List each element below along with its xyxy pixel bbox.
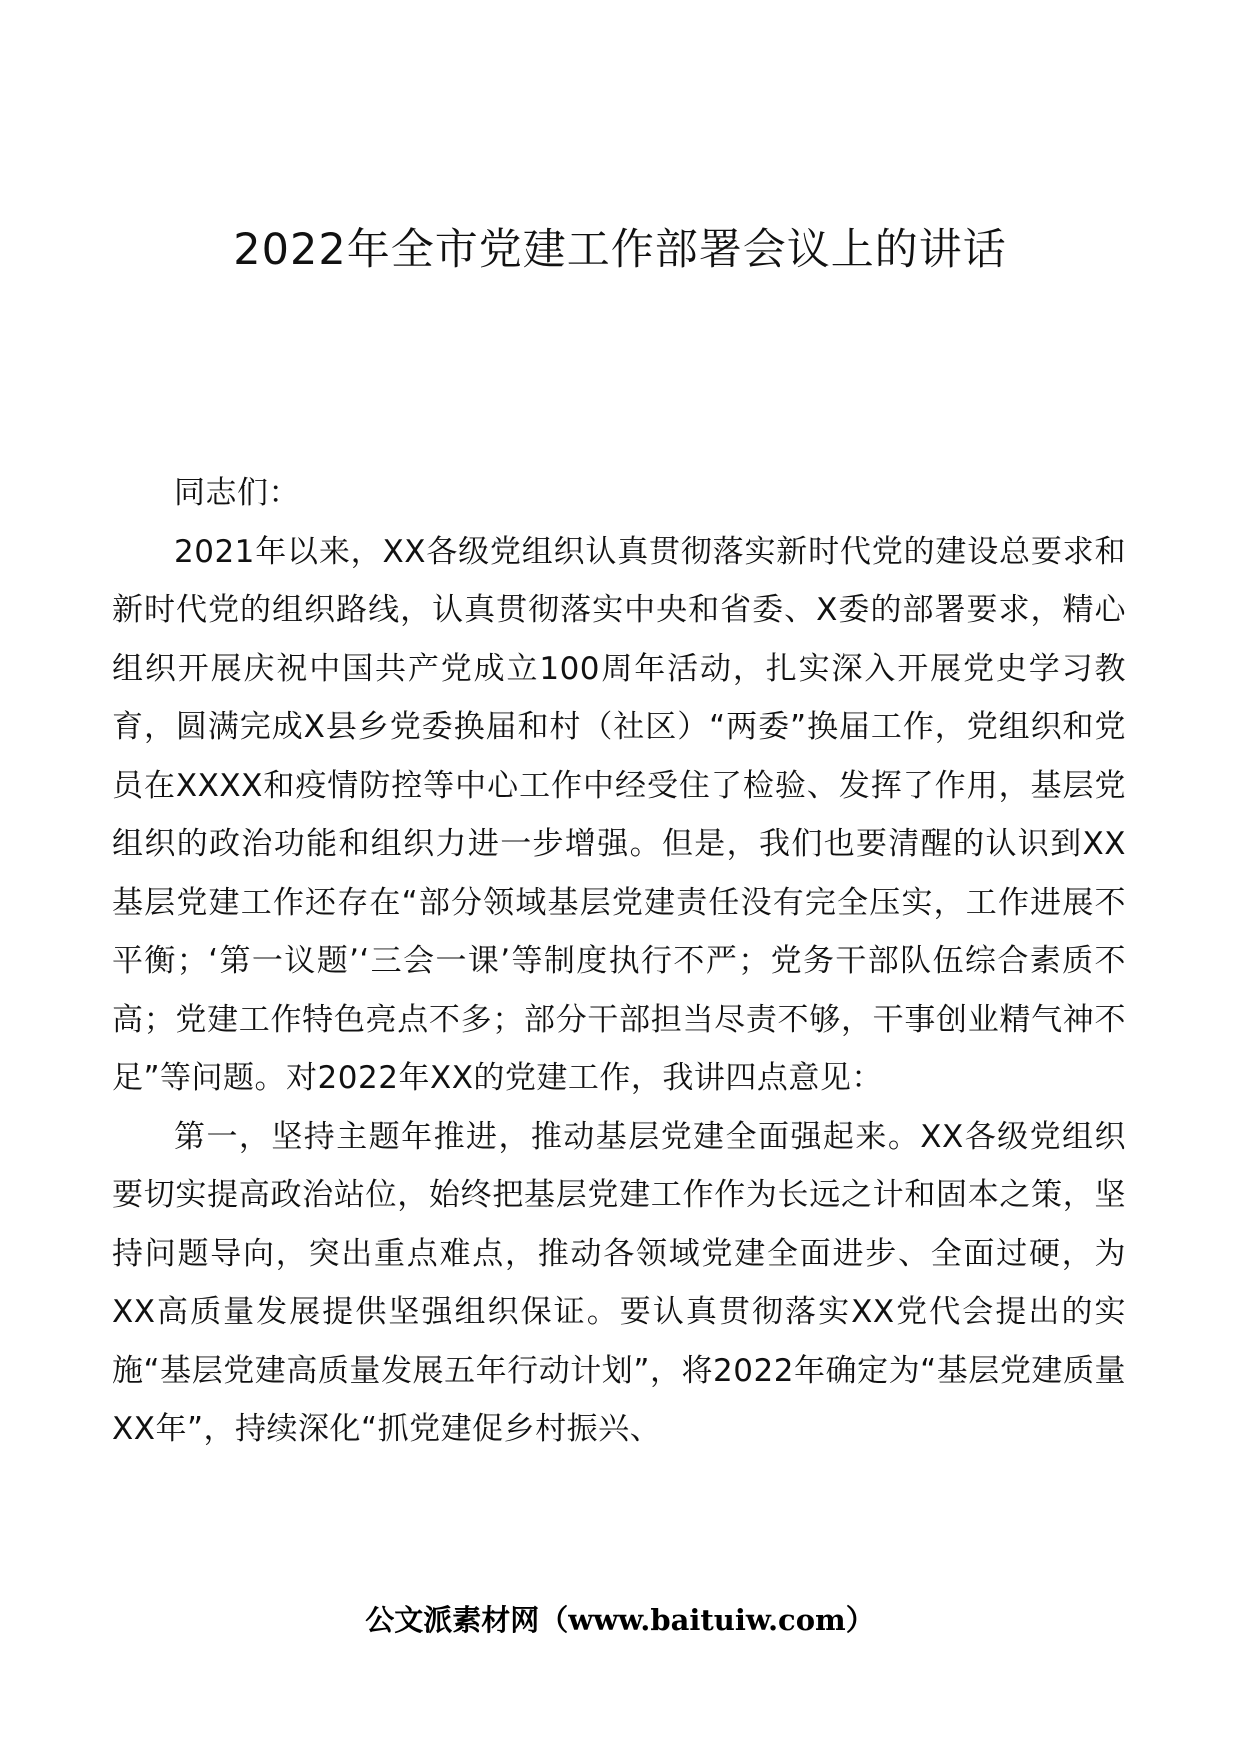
body-paragraph-2: 第一，坚持主题年推进，推动基层党建全面强起来。XX各级党组织要切实提高政治站位，始终把基层党建工作作为长远之计和固本之策，坚持问题导向，突出重点难点，推动各领域党建全面进步、全面过硬，为XX高质量发展提供坚强组织保证。要认真贯彻落实XX党代会提出的实施“基层党建高质量发展五年行动计划”，将2022年确定为“基层党建质量XX年”，持续深化“抓党建促乡村振兴、 — [112, 1118, 1126, 1447]
footer-watermark: 公文派素材网（www.baituiw.com） — [365, 1603, 875, 1637]
document-title: 2022年全市党建工作部署会议上的讲话 — [233, 225, 1007, 275]
body-paragraph-1: 2021年以来，XX各级党组织认真贯彻落实新时代党的建设总要求和新时代党的组织路线，认真贯彻落实中央和省委、X委的部署要求，精心组织开展庆祝中国共产党成立100周年活动，扎实深入开展党史学习教育，圆满完成X县乡党委换届和村（社区）“两委”换届工作，党组织和党员在XXXX和疫情防控等中心工作中经受住了检验、发挥了作用，基层党组织的政治功能和组织力进一步增强。但是，我们也要清醒的认识到XX基层党建工作还存在“部分领域基层党建责任没有完全压实，工作进展不平衡；‘第一议题’‘三会一课’等制度执行不严；党务干部队伍综合素质不高；党建工作特色亮点不多；部分干部担当尽责不够，干事创业精气神不足”等问题。对2022年XX的党建工作，我讲四点意见： — [112, 533, 1126, 1096]
document-body — [112, 464, 1126, 1459]
salutation-paragraph: 同志们： — [174, 475, 300, 511]
